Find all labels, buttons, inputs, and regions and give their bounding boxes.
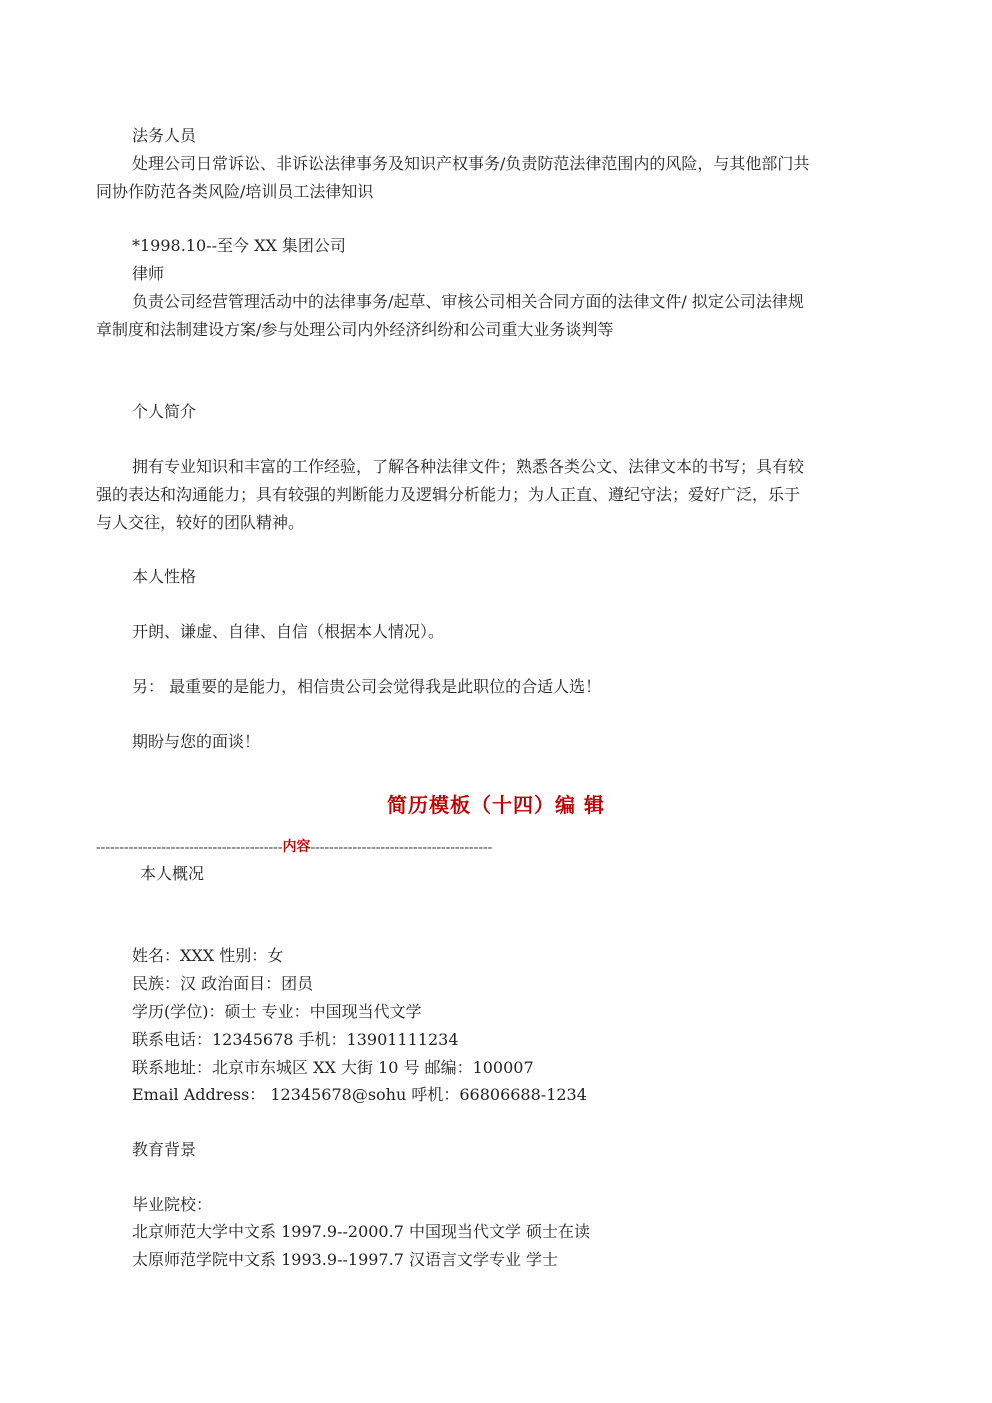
job-description-line: 处理公司日常诉讼、非诉讼法律事务及知识产权事务/负责防范法律范围内的风险，与其他部门共 [132,154,810,173]
section-heading-overview: 本人概况 [140,864,205,883]
section-heading-intro: 个人简介 [132,402,197,421]
personality-text: 开朗、谦虚、自律、自信（根据本人情况）。 [132,622,445,641]
job-title-lawyer: 律师 [132,264,165,283]
school-entry: 太原师范学院中文系 1993.9--1997.7 汉语言文学专业 学士 [132,1250,559,1269]
job-title-legal-staff: 法务人员 [132,126,197,145]
job-description-line: 同协作防范各类风险/培训员工法律知识 [96,182,374,201]
info-line-degree: 学历(学位)：硕士 专业：中国现当代文学 [132,1002,422,1021]
job-description-line: 负责公司经营管理活动中的法律事务/起草、审核公司相关合同方面的法律文件/ 拟定公司法律规 [132,292,804,311]
info-line-address: 联系地址：北京市东城区 XX 大街 10 号 邮编：100007 [132,1058,534,1077]
section-heading-education: 教育背景 [132,1140,197,1159]
divider-dashes-right: --------------------------------------- [310,840,493,855]
job-period: *1998.10--至今 XX 集团公司 [132,236,346,255]
intro-paragraph-line: 强的表达和沟通能力；具有较强的判断能力及逻辑分析能力；为人正直、遵纪守法；爱好广泛，乐于 [96,485,801,504]
info-line-email: Email Address： 12345678@sohu 呼机：66806688-1234 [132,1085,587,1104]
divider-dashes-left: ---------------------------------------- [96,840,283,855]
intro-paragraph-line: 拥有专业知识和丰富的工作经验，了解各种法律文件；熟悉各类公文、法律文本的书写；具有较 [132,457,805,476]
school-entry: 北京师范大学中文系 1997.9--2000.7 中国现当代文学 硕士在读 [132,1222,591,1241]
template-title: 简历模板（十四）编 辑 [387,793,605,817]
section-heading-personality: 本人性格 [132,567,197,586]
divider-label: 内容 [282,840,311,855]
info-line-phone: 联系电话：12345678 手机：13901111234 [132,1030,459,1049]
closing-farewell: 期盼与您的面谈！ [132,732,261,751]
school-label: 毕业院校： [132,1195,213,1214]
info-line-name: 姓名：XXX 性别：女 [132,946,284,965]
closing-note: 另： 最重要的是能力，相信贵公司会觉得我是此职位的合适人选！ [132,677,602,696]
intro-paragraph-line: 与人交往，较好的团队精神。 [96,513,305,532]
info-line-ethnic: 民族：汉 政治面目：团员 [132,974,314,993]
job-description-line: 章制度和法制建设方案/参与处理公司内外经济纠纷和公司重大业务谈判等 [96,320,614,339]
content-divider [96,838,492,858]
